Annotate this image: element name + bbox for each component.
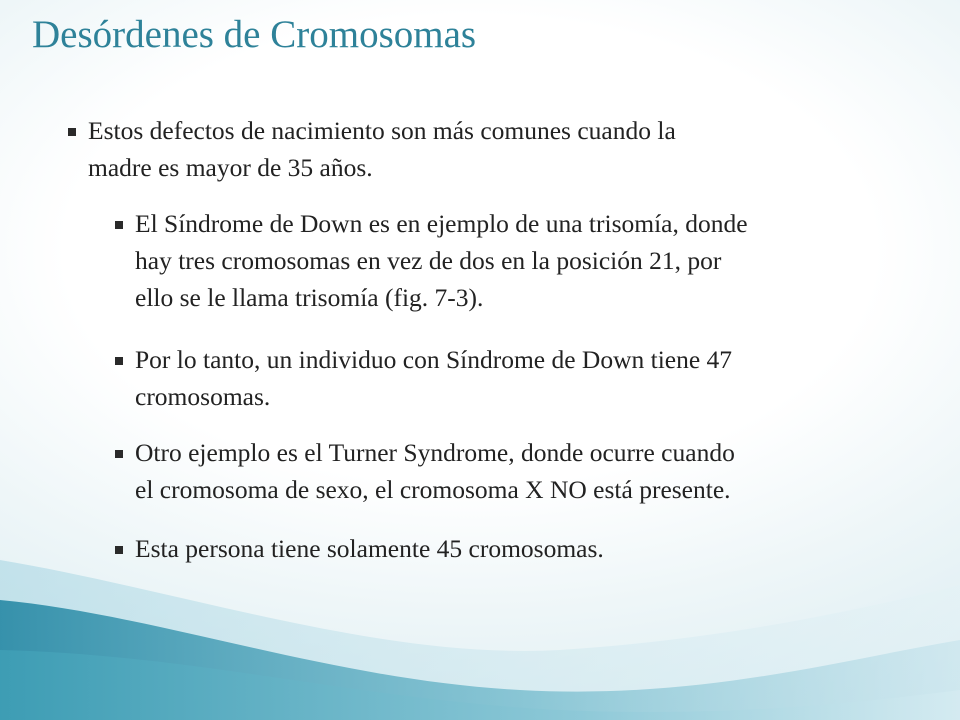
sub-bullet-item — [135, 434, 915, 508]
bullet-line: cromosomas. — [135, 382, 271, 411]
slide-title: Desórdenes de Cromosomas — [32, 13, 477, 56]
square-bullet-icon — [68, 128, 76, 136]
bullet-line: hay tres cromosomas en vez de dos en la posición 21, por — [135, 246, 722, 275]
bullet-line: ello se le llama trisomía (fig. 7-3). — [135, 283, 484, 312]
bullet-line: Estos defectos de nacimiento son más comunes cuando la — [88, 116, 676, 145]
bullet-line: Por lo tanto, un individuo con Síndrome de Down tiene 47 — [135, 345, 733, 374]
bullet-line: el cromosoma de sexo, el cromosoma X NO está presente. — [135, 475, 731, 504]
sub-bullet-item — [135, 341, 915, 415]
square-bullet-icon — [115, 221, 123, 229]
bullet-item — [88, 112, 848, 186]
square-bullet-icon — [115, 450, 123, 458]
bullet-line: madre es mayor de 35 años. — [88, 153, 373, 182]
sub-bullet-item — [135, 530, 915, 567]
square-bullet-icon — [115, 546, 123, 554]
sub-bullet-item — [135, 205, 915, 316]
bullet-line: El Síndrome de Down es en ejemplo de una trisomía, donde — [135, 209, 748, 238]
square-bullet-icon — [115, 357, 123, 365]
bullet-line: Otro ejemplo es el Turner Syndrome, donde ocurre cuando — [135, 438, 735, 467]
bullet-line: Esta persona tiene solamente 45 cromosomas. — [135, 534, 604, 563]
